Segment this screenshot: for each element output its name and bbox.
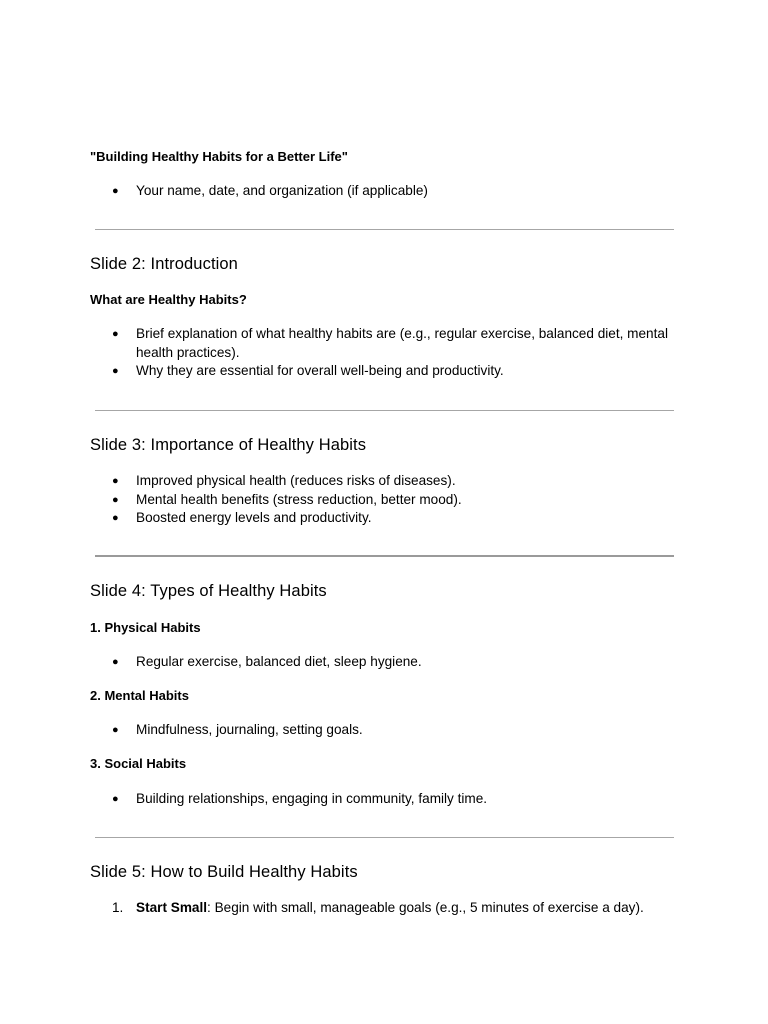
slide-2-heading: Slide 2: Introduction	[90, 255, 238, 273]
list-item	[112, 325, 682, 362]
slide-4-subheading: 1. Physical Habits	[90, 620, 201, 635]
list-item	[112, 472, 682, 491]
bullet-icon: ●	[112, 656, 119, 668]
bullet-icon: ●	[112, 185, 119, 197]
list-item	[112, 491, 682, 510]
slide-4-subheading: 2. Mental Habits	[90, 688, 189, 703]
list-item	[112, 362, 682, 381]
list-item-text: Mental health benefits (stress reduction, better mood).	[136, 492, 462, 507]
list-item-text: Mindfulness, journaling, setting goals.	[136, 722, 363, 737]
list-item	[112, 721, 682, 740]
slide-3-heading: Slide 3: Importance of Healthy Habits	[90, 436, 367, 454]
list-item-text: Boosted energy levels and productivity.	[136, 510, 372, 525]
slide-4-subheading: 3. Social Habits	[90, 756, 187, 771]
slide-4-heading: Slide 4: Types of Healthy Habits	[90, 582, 327, 600]
list-item-text: Building relationships, engaging in community, family time.	[136, 791, 488, 806]
bullet-icon: ●	[112, 512, 119, 524]
list-item-text: Your name, date, and organization (if applicable)	[136, 183, 428, 198]
slide-2-subheading: What are Healthy Habits?	[90, 292, 247, 307]
list-item-text: : Begin with small, manageable goals (e.g., 5 minutes of exercise a day).	[207, 900, 644, 915]
numbered-list-item	[112, 899, 682, 918]
list-item-bold-text: Start Small	[136, 900, 208, 915]
bullet-icon: ●	[112, 475, 119, 487]
list-item	[112, 509, 682, 528]
list-item	[112, 182, 682, 201]
list-item-text: Why they are essential for overall well-being and productivity.	[136, 363, 504, 378]
bullet-icon: ●	[112, 724, 119, 736]
list-item-text: Regular exercise, balanced diet, sleep hygiene.	[136, 654, 422, 669]
bullet-icon: ●	[112, 365, 119, 377]
bullet-icon: ●	[112, 494, 119, 506]
list-item	[112, 653, 682, 672]
list-number: 1.	[112, 900, 124, 915]
list-item-text: Improved physical health (reduces risks of diseases).	[136, 473, 456, 488]
bullet-icon: ●	[112, 328, 119, 340]
section-divider	[95, 837, 674, 838]
section-divider	[95, 555, 674, 557]
bullet-icon: ●	[112, 793, 119, 805]
section-divider	[95, 229, 674, 230]
slide-5-heading: Slide 5: How to Build Healthy Habits	[90, 863, 358, 881]
list-item	[112, 790, 682, 809]
presentation-title: "Building Healthy Habits for a Better Life"	[90, 149, 348, 164]
section-divider	[95, 410, 674, 411]
list-item-text: Brief explanation of what healthy habits are (e.g., regular exercise, balanced diet, mental health practices).	[136, 326, 668, 360]
